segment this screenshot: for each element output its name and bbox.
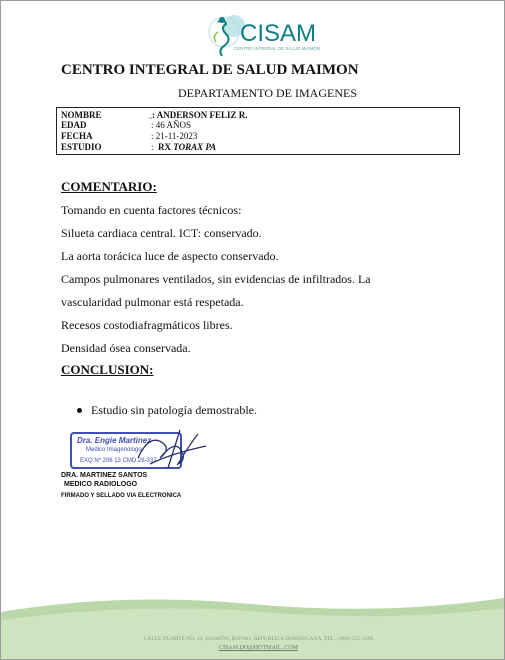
patient-info-box xyxy=(56,107,460,155)
age-label: EDAD xyxy=(61,120,87,130)
logo-wordmark: CISAM xyxy=(240,20,317,47)
comment-line: La aorta torácica luce de aspecto conservado. xyxy=(61,249,279,263)
conclusion-title: CONCLUSION: xyxy=(61,362,154,377)
footer-address: CALLE DUARTE NO. 13, MAIMÓN, BONAO, REPUBLICA DOMINICANA, TEL.: (809)-551-2196 xyxy=(143,636,374,642)
signature-note: FIRMADO Y SELLADO VIA ELECTRONICA xyxy=(61,493,182,499)
name-value: : ANDERSON FELIZ R. xyxy=(152,110,248,120)
comment-line: Campos pulmonares ventilados, sin evidencias de infiltrados. La xyxy=(61,272,371,286)
stamp-doctor-name: Dra. Engie Martinez xyxy=(77,436,152,445)
comment-line: Tomando en cuenta factores técnicos: xyxy=(61,203,242,217)
comment-line: Recesos costodiafragmáticos libres. xyxy=(61,318,233,332)
name-label: NOMBRE xyxy=(61,110,102,120)
comment-title: COMENTARIO: xyxy=(61,179,157,194)
department-title: DEPARTAMENTO DE IMAGENES xyxy=(178,86,357,100)
footer-email-link[interactable]: CISAM.DO@HOTMAIL .COM xyxy=(219,645,298,651)
comment-line: Densidad ósea conservada. xyxy=(61,341,191,355)
date-label: FECHA xyxy=(61,131,93,141)
study-separator: : xyxy=(151,142,154,152)
comment-line: Silueta cardiaca central. ICT: conservado. xyxy=(61,226,262,240)
study-value-plain: RX xyxy=(158,142,174,152)
conclusion-item: Estudio sin patología demostrable. xyxy=(91,403,257,417)
age-value: : 46 AÑOS xyxy=(151,120,192,130)
handwritten-signature xyxy=(120,424,215,474)
study-label: ESTUDIO xyxy=(61,142,102,152)
comment-line: vascularidad pulmonar está respetada. xyxy=(61,295,244,309)
logo-tagline: CENTRO INTEGRAL DE SALUD MAIMON xyxy=(234,46,321,51)
signer-name: DRA. MARTINEZ SANTOS xyxy=(61,472,148,479)
spellcheck-mark-icon: ᴗ xyxy=(149,113,153,121)
stamp-license: EXQ Nº 206 13 CMD 28-337 xyxy=(80,458,157,464)
study-value xyxy=(158,142,216,152)
bullet-icon xyxy=(77,408,82,413)
page-title: CENTRO INTEGRAL DE SALUD MAIMON xyxy=(61,62,359,78)
date-value: : 21-11-2023 xyxy=(151,131,198,141)
study-value-italic: TORAX PA xyxy=(173,142,217,152)
cisam-logo xyxy=(200,12,330,58)
signer-title: MEDICO RADIOLOGO xyxy=(64,481,138,488)
stamp-specialty: Medico Imagenologo xyxy=(86,447,142,453)
